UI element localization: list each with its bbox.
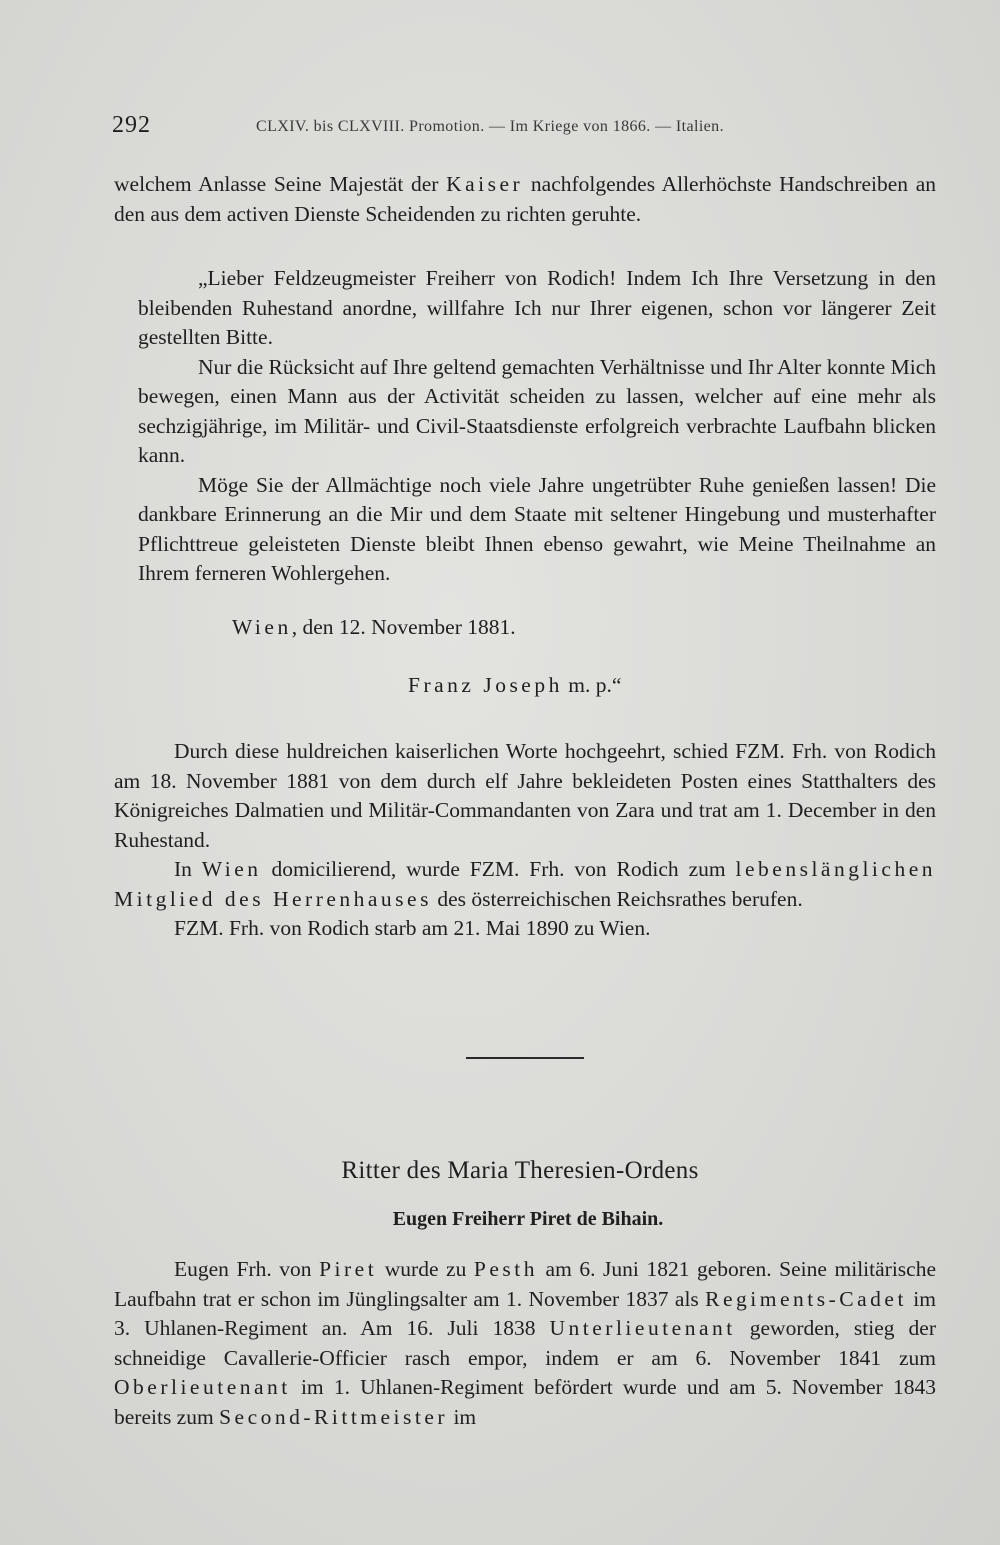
- section-subtitle: Eugen Freiherr Piret de Bihain.: [392, 1208, 664, 1230]
- letter-place-date: [232, 615, 516, 640]
- bio-text-e: am 6. Juni 1821 geboren. Seine militärische Laufbahn trat er schon im Jünglingsalter am 1. November 1837 als: [114, 1257, 936, 1311]
- bio-text-c: wurde zu: [377, 1257, 474, 1281]
- intro-emphasis: Kaiser: [446, 172, 524, 196]
- bio-text-k: im 1. Uhlanen-Regiment befördert wurde und am 5. November 1843 bereits zum: [114, 1375, 936, 1429]
- intro-paragraph: [114, 170, 936, 229]
- letter-date: , den 12. November 1881.: [291, 615, 516, 639]
- section-title: Ritter des Maria Theresien-Ordens: [341, 1157, 699, 1184]
- letter-place: Wien: [232, 615, 292, 639]
- page-header: [112, 112, 912, 142]
- letter-signature: [408, 673, 621, 698]
- closing-p2-text-e: des österreichischen Reichsrathes berufen.: [431, 886, 803, 911]
- closing-p2-place: Wien: [201, 857, 262, 881]
- bio-rank-oberlieutenant: Oberlieutenant: [114, 1375, 291, 1399]
- bio-text-i: geworden, stieg der schneidige Cavallerie-Officier rasch empor, indem er am 6. November 1841 zum: [114, 1316, 936, 1370]
- bio-rank-cadet: Regiments-Cadet: [705, 1286, 907, 1311]
- bio-rank-unterlieutenant: Unterlieutenant: [549, 1316, 736, 1340]
- signature-suffix: m. p.“: [562, 673, 622, 697]
- signature-name: Franz Joseph: [408, 673, 563, 697]
- intro-text: welchem Anlasse Seine Majestät der: [114, 172, 447, 196]
- bio-text-m: im: [448, 1404, 477, 1429]
- closing-paragraph-1: Durch diese huldreichen kaiserlichen Worte hochgeehrt, schied FZM. Frh. von Rodich am 18. November 1881 von dem durch elf Jahre bekleideten Posten eines Statthalters des Königreiches Dalmatien und Militär-Commandanten von Zara und trat am 1. December in den Ruhestand.: [114, 739, 936, 852]
- letter-paragraph-1: „Lieber Feldzeugmeister Freiherr von Rodich! Indem Ich Ihre Versetzung in den bleibenden Ruhestand anordne, willfahre Ich nur Ihrer eigenen, schon vor längerer Zeit gestellten Bitte.: [138, 266, 936, 349]
- closing-section: [114, 737, 936, 944]
- imperial-letter: [138, 264, 936, 589]
- section-divider: [466, 1057, 584, 1059]
- closing-paragraph-3: FZM. Frh. von Rodich starb am 21. Mai 1890 zu Wien.: [174, 916, 651, 940]
- closing-p2-text-c: domicilierend, wurde FZM. Frh. von Rodich zum: [261, 857, 736, 881]
- bio-rank-rittmeister: Second-Rittmeister: [219, 1404, 449, 1429]
- closing-p2-emphasis: lebenslänglichen Mitglied des Herrenhauses: [114, 857, 936, 911]
- biography-paragraph: [114, 1255, 936, 1432]
- letter-paragraph-2: Nur die Rücksicht auf Ihre geltend gemachten Verhältnisse und Ihr Alter konnte Mich bewegen, einen Mann aus der Activität scheiden zu lassen, welcher auf eine mehr als sechzigjährige, im Militär- und Civil-Staatsdienste erfolgreich verbrachte Laufbahn blicken kann.: [138, 354, 936, 467]
- letter-paragraph-3: Möge Sie der Allmächtige noch viele Jahre ungetrübter Ruhe genießen lassen! Die dankbare Erinnerung an die Mir und dem Staate mit seltener Hingebung und musterhafter Pflichttreue geleisteten Dienste bleibt Ihnen ebenso gewahrt, wie Meine Theilnahme an Ihrem ferneren Wohlergehen.: [138, 472, 936, 585]
- running-head: CLXIV. bis CLXVIII. Promotion. — Im Kriege von 1866. — Italien.: [256, 118, 724, 135]
- bio-surname: Piret: [319, 1257, 378, 1281]
- closing-p2-text-a: In: [174, 857, 202, 881]
- closing-paragraph-2: [114, 855, 936, 914]
- bio-text-g: im 3. Uhlanen-Regiment an. Am 16. Juli 1838: [114, 1286, 936, 1340]
- bio-text-a: Eugen Frh. von: [174, 1257, 320, 1281]
- intro-text-end: nachfolgendes Allerhöchste Handschreiben an den aus dem activen Dienste Scheidenden zu richten geruhte.: [114, 172, 936, 226]
- bio-birthplace: Pesth: [473, 1257, 538, 1281]
- page-number: 292: [112, 112, 151, 138]
